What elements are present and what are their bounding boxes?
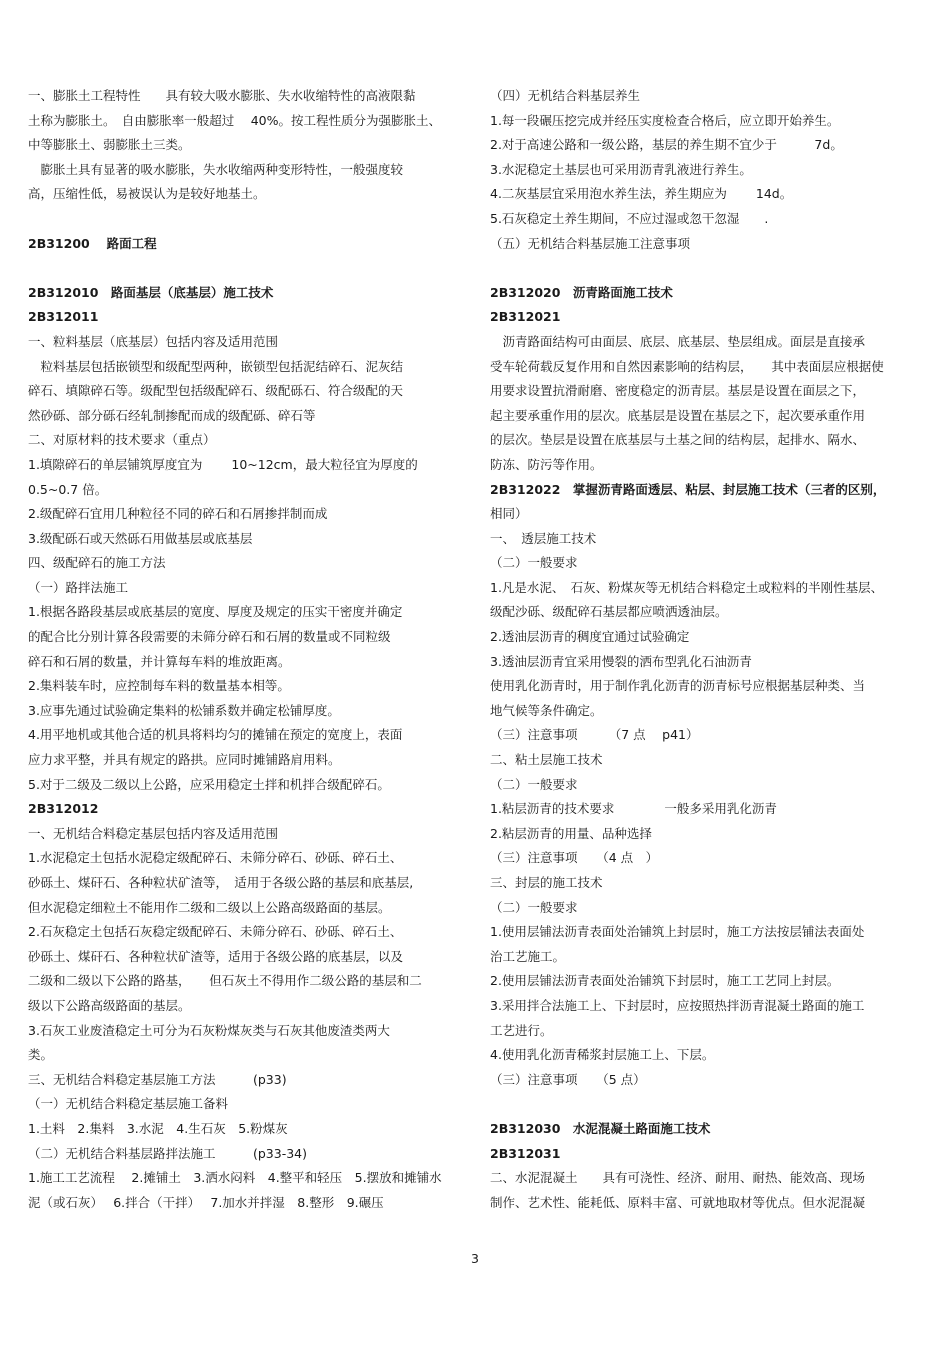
text-line: （一）无机结合料稳定基层施工备料: [28, 1096, 229, 1112]
text-line: 防冻、防污等作用。: [490, 456, 603, 472]
text-line: 2.透油层沥青的稠度宜通过试验确定: [490, 629, 690, 645]
text-line: 然砂砾、部分砾石经轧制掺配而成的级配砾、碎石等: [28, 407, 316, 423]
text-line: 土称为膨胀土。 自由膨胀率一般超过 40%。按工程性质分为强膨胀土、: [28, 112, 442, 128]
text-line: 4.二灰基层宜采用泡水养生法，养生期应为 14d。: [490, 186, 793, 202]
text-line: 2B312031: [490, 1145, 561, 1161]
text-line: 工艺进行。: [490, 1022, 553, 1038]
blank-line: [28, 207, 468, 232]
text-line: 5.石灰稳定土养生期间，不应过湿或忽干忽湿 .: [490, 210, 769, 226]
text-line: 一、无机结合料稳定基层包括内容及适用范围: [28, 825, 279, 841]
text-line: （一）路拌法施工: [28, 579, 129, 595]
text-line: 2B312030 水泥混凝土路面施工技术: [490, 1120, 711, 1136]
text-line: 一、粒料基层（底基层）包括内容及适用范围: [28, 333, 279, 349]
text-line: 碎石和石屑的数量，并计算每车料的堆放距离。: [28, 653, 291, 669]
text-line: 2B312011: [28, 309, 99, 325]
text-line: （三）注意事项 （7 点 p41）: [490, 727, 699, 743]
text-line: 一、膨胀土工程特性 具有较大吸水膨胀、失水收缩特性的高液限黏: [28, 88, 416, 103]
text-line: 2.石灰稳定土包括石灰稳定级配碎石、未筛分碎石、砂砾、碎石土、: [28, 924, 403, 940]
text-line: 级以下公路高级路面的基层。: [28, 997, 191, 1013]
text-line: 2.使用层铺法沥青表面处治铺筑下封层时，施工工艺同上封层。: [490, 973, 840, 989]
text-line: 的配合比分别计算各段需要的未筛分碎石和石屑的数量或不同粒级: [28, 629, 391, 645]
page-number: 3: [471, 1251, 479, 1266]
text-line: 1.凡是水泥、 石灰、粉煤灰等无机结合料稳定土或粒料的半刚性基层、: [490, 579, 884, 595]
text-line: 2B312022 掌握沥青路面透层、粘层、封层施工技术（三者的区别，: [490, 481, 886, 497]
text-line: 四、级配碎石的施工方法: [28, 555, 166, 571]
text-line: 2B312012: [28, 801, 99, 817]
text-line: 起主要承重作用的层次。底基层是设置在基层之下，起次要承重作用: [490, 407, 866, 423]
text-line: 1.使用层铺法沥青表面处治铺筑上封层时，施工方法按层铺法表面处: [490, 924, 865, 940]
text-line: 制作、艺术性、能耗低、原料丰富、可就地取材等优点。但水泥混凝: [490, 1194, 866, 1210]
text-line: 4.使用乳化沥青稀浆封层施工上、下层。: [490, 1047, 715, 1063]
text-line: （四）无机结合料基层养生: [490, 88, 641, 103]
text-line: 治工艺施工。: [490, 948, 566, 964]
text-line: 二、粘土层施工技术: [490, 752, 603, 768]
text-line: 3.水泥稳定土基层也可采用沥青乳液进行养生。: [490, 161, 752, 177]
text-line: 2.集料装车时，应控制每车料的数量基本相等。: [28, 678, 290, 694]
text-line: （二）一般要求: [490, 776, 578, 792]
text-line: 中等膨胀土、弱膨胀土三类。: [28, 137, 191, 153]
text-line: 级配沙砾、级配碎石基层都应喷洒透油层。: [490, 604, 728, 620]
text-line: 高，压缩性低，易被误认为是较好地基土。: [28, 186, 266, 202]
text-line: 2B312020 沥青路面施工技术: [490, 284, 673, 300]
text-line: 膨胀土具有显著的吸水膨胀，失水收缩两种变形特性，一般强度较: [28, 161, 404, 177]
text-line: 2B31200 路面工程: [28, 235, 157, 251]
text-line: 二级和二级以下公路的路基， 但石灰土不得用作二级公路的基层和二: [28, 973, 422, 989]
text-line: （三）注意事项 （4 点 ）: [490, 850, 659, 866]
text-line: 泥（或石灰） 6.拌合（干拌） 7.加水并拌湿 8.整形 9.碾压: [28, 1194, 384, 1210]
text-line: 的层次。垫层是设置在底基层与土基之间的结构层，起排水、隔水、: [490, 432, 866, 448]
text-line: 碎石、填隙碎石等。级配型包括级配碎石、级配砾石、符合级配的天: [28, 383, 404, 399]
blank-line: [490, 256, 920, 281]
text-line: 沥青路面结构可由面层、底层、底基层、垫层组成。面层是直接承: [490, 333, 866, 349]
text-line: 2B312021: [490, 309, 561, 325]
text-line: 1.粘层沥青的技术要求 一般多采用乳化沥青: [490, 801, 777, 817]
text-line: （五）无机结合料基层施工注意事项: [490, 235, 691, 251]
text-line: 应力求平整，并具有规定的路拱。应同时摊铺路肩用料。: [28, 752, 341, 768]
text-line: 砂砾土、煤矸石、各种粒状矿渣等，适用于各级公路的底基层，以及: [28, 948, 404, 964]
text-line: （二）一般要求: [490, 899, 578, 915]
text-line: 1.土料 2.集料 3.水泥 4.生石灰 5.粉煤灰: [28, 1120, 288, 1136]
text-line: 地气候等条件确定。: [490, 702, 603, 718]
text-line: （二）一般要求: [490, 555, 578, 571]
text-line: 类。: [28, 1047, 54, 1063]
text-line: 2.级配碎石宜用几种粒径不同的碎石和石屑掺拌制而成: [28, 506, 328, 522]
text-line: 1.填隙碎石的单层铺筑厚度宜为 10~12cm，最大粒径宜为厚度的: [28, 456, 418, 472]
text-line: 受车轮荷载反复作用和自然因素影响的结构层， 其中表面层应根据使: [490, 358, 884, 374]
text-line: （三）注意事项 （5 点）: [490, 1071, 646, 1087]
text-line: 三、无机结合料稳定基层施工方法 (p33): [28, 1071, 287, 1087]
blank-line: [28, 256, 468, 281]
text-line: 2.粘层沥青的用量、品种选择: [490, 825, 652, 841]
text-line: 相同）: [490, 506, 528, 522]
text-line: 4.用平地机或其他合适的机具将料均匀的摊铺在预定的宽度上，表面: [28, 727, 403, 743]
text-line: 2.对于高速公路和一级公路，基层的养生期不宜少于 7d。: [490, 137, 843, 153]
text-line: 二、对原材料的技术要求（重点）: [28, 432, 216, 448]
text-line: 3.透油层沥青宜采用慢裂的洒布型乳化石油沥青: [490, 653, 752, 669]
text-line: 一、 透层施工技术: [490, 530, 597, 546]
text-line: 1.根据各路段基层或底基层的宽度、厚度及规定的压实干密度并确定: [28, 604, 403, 620]
text-line: 三、封层的施工技术: [490, 875, 603, 890]
text-line: 5.对于二级及二级以上公路，应采用稳定土拌和机拌合级配碎石。: [28, 776, 390, 792]
text-line: 二、水泥混凝土 具有可浇性、经济、耐用、耐热、能效高、现场: [490, 1170, 866, 1186]
left-column: [28, 84, 468, 1215]
text-line: 砂砾土、煤矸石、各种粒状矿渣等， 适用于各级公路的基层和底基层,: [28, 875, 414, 890]
text-line: 使用乳化沥青时，用于制作乳化沥青的沥青标号应根据基层种类、当: [490, 678, 866, 694]
text-line: 2B312010 路面基层（底基层）施工技术: [28, 284, 274, 300]
right-column: [490, 84, 920, 1215]
text-line: 1.水泥稳定土包括水泥稳定级配碎石、未筛分碎石、砂砾、碎石土、: [28, 850, 403, 866]
text-line: 但水泥稳定细粒土不能用作二级和二级以上公路高级路面的基层。: [28, 899, 391, 915]
text-line: 3.应事先通过试验确定集料的松铺系数并确定松铺厚度。: [28, 702, 340, 718]
text-line: 1.每一段碾压挖完成并经压实度检查合格后，应立即开始养生。: [490, 112, 840, 128]
text-line: 粒料基层包括嵌锁型和级配型两种，嵌锁型包括泥结碎石、泥灰结: [28, 358, 404, 374]
text-line: 用要求设置抗滑耐磨、密度稳定的沥青层。基层是设置在面层之下，: [490, 383, 866, 399]
text-line: （二）无机结合料基层路拌法施工 (p33-34): [28, 1145, 308, 1161]
text-line: 3.级配砾石或天然砾石用做基层或底基层: [28, 530, 253, 546]
text-line: 0.5~0.7 倍。: [28, 481, 108, 497]
blank-line: [490, 1092, 920, 1117]
text-line: 1.施工工艺流程 2.摊铺土 3.洒水闷料 4.整平和轻压 5.摆放和摊铺水: [28, 1170, 442, 1186]
text-line: 3.采用拌合法施工上、下封层时，应按照热拌沥青混凝土路面的施工: [490, 997, 865, 1013]
text-line: 3.石灰工业废渣稳定土可分为石灰粉煤灰类与石灰其他废渣类两大: [28, 1022, 390, 1038]
